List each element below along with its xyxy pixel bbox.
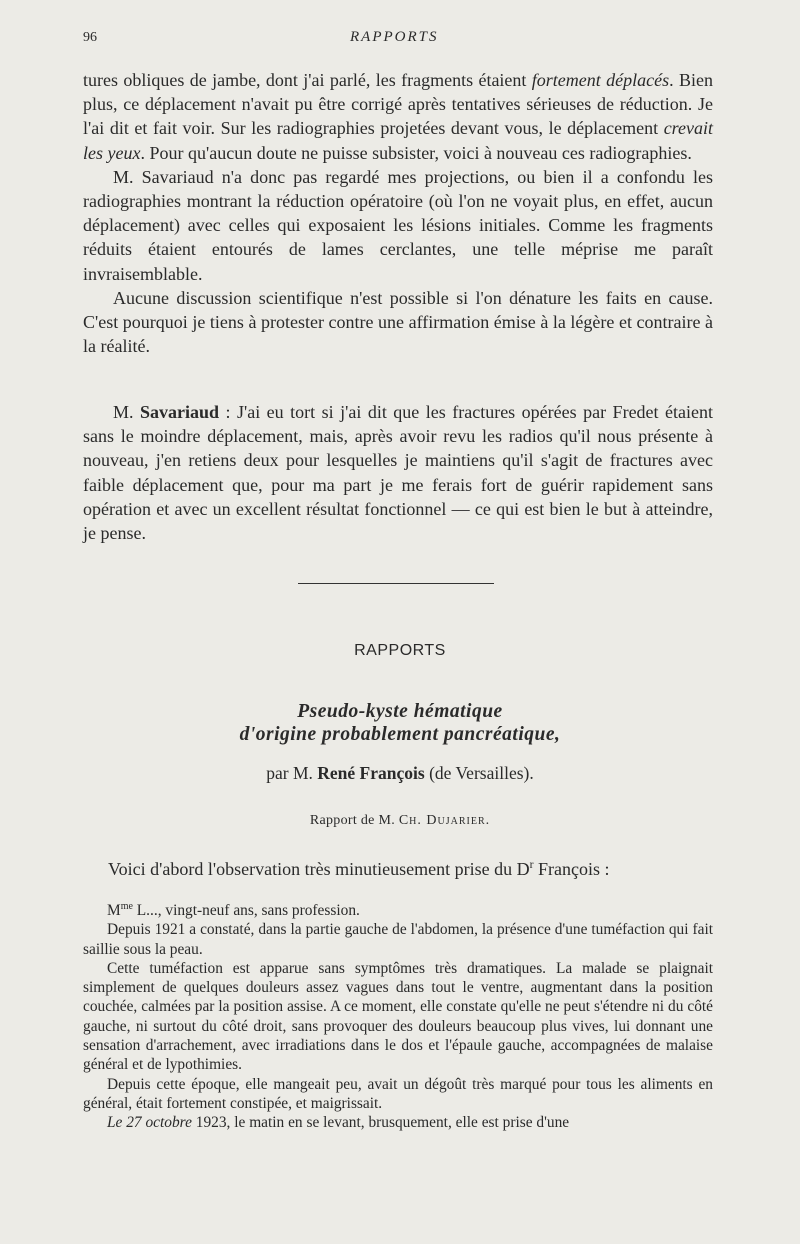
paragraph: Le 27 octobre 1923, le matin en se levant, brusquement, elle est prise d'une — [107, 1114, 570, 1132]
paragraph: M. Savariaud : J'ai eu tort si j'ai dit que les fractures opérées par Fredet étaient sans le moindre déplacement, mais, après avoir revu les radios qu'il nous présente à nouveau, j'en retiens deux pour lesquelles je maintiens qu'il s'agit de fractures avec faible déplacement que, pour ma part je me ferais fort de guérir rapidement sans opération et avec un excellent résultat fonctionnel — ce qui est bien le but à atteindre, je pense. — [83, 402, 713, 544]
paragraph: M. Savariaud n'a donc pas regardé mes projections, ou bien il a confondu les radiographies montrant la réduction opératoire (où l'on ne voyait plus, en effet, aucun déplacement) avec celles qui exposaient les lésions initiales. Comme les fragments réduits étaient entourés de lames cerclantes, une telle méprise me paraît invraisemblable. — [83, 166, 713, 284]
reporter-name: Ch. Dujarier. — [398, 813, 491, 828]
emphasis: crevait les yeux — [83, 118, 713, 163]
paragraph: Aucune discussion scientifique n'est possible si l'on dénature les faits en cause. C'est pourquoi je tiens à protester contre une affirmation émise à la légère et contraire à la réalité. — [83, 287, 713, 357]
paragraph: tures obliques de jambe, dont j'ai parlé, les fragments étaient fortement déplacés. Bien plus, ce déplacement n'avait pu être corrigé après tentatives sérieuses de réduction. Je l'ai dit et fait voir. Sur les radiographies projetées devant vous, le déplacement crevait les yeux. Pour qu'aucun doute ne puisse subsister, voici à nouveau ces radiographies. — [83, 70, 713, 163]
observation-intro: Voici d'abord l'observation très minutieusement prise du $D^r$ François : — [108, 858, 610, 879]
section-heading: RAPPORTS — [354, 642, 446, 659]
observation-text — [83, 901, 713, 1133]
byline: par M. René François (de Versailles). — [266, 763, 534, 783]
emphasis: fortement déplacés — [531, 70, 670, 90]
paragraph: Cette tuméfaction est apparue sans symptômes très dramatiques. La malade se plaignait simplement de quelques douleurs assez vagues dans tout le ventre, augmentant dans la position couchée, calmées par la position assise. A ce moment, elle constate qu'elle ne peut s'étendre ni du côté gauche, ni surtout du côté droit, sans provoquer des douleurs beaucoup plus vives, lui donnant une sensation d'arrachement, avec irradiations dans le dos et l'épaule gauche, accompagnées de malaise général et de lypothimies. — [83, 959, 713, 1074]
section-fredet-reply — [83, 68, 713, 358]
section-divider — [298, 583, 494, 584]
author-name: René François — [317, 763, 425, 783]
paragraph: $M^{me}$ L..., vingt-neuf ans, sans profession. — [107, 900, 360, 919]
page-number: 96 — [83, 30, 97, 45]
section-savariaud-reply — [83, 400, 713, 545]
article-title-line-1: Pseudo-kyste hématique — [297, 701, 503, 722]
speaker-name: Savariaud — [139, 402, 220, 422]
report-attribution: Rapport de M. Ch. Dujarier. — [309, 813, 491, 828]
emphasis: Le 27 octobre — [107, 1114, 192, 1132]
article-title-line-2: d'origine probablement pancréatique, — [239, 724, 561, 745]
paragraph: Depuis 1921 a constaté, dans la partie gauche de l'abdomen, la présence d'une tuméfaction qui fait saillie sous la peau. — [83, 921, 713, 958]
paragraph: Depuis cette époque, elle mangeait peu, avait un dégoût très marqué pour tous les aliments en général, était fortement constipée, et maigrissait. — [83, 1075, 713, 1112]
running-title: RAPPORTS — [350, 29, 439, 45]
